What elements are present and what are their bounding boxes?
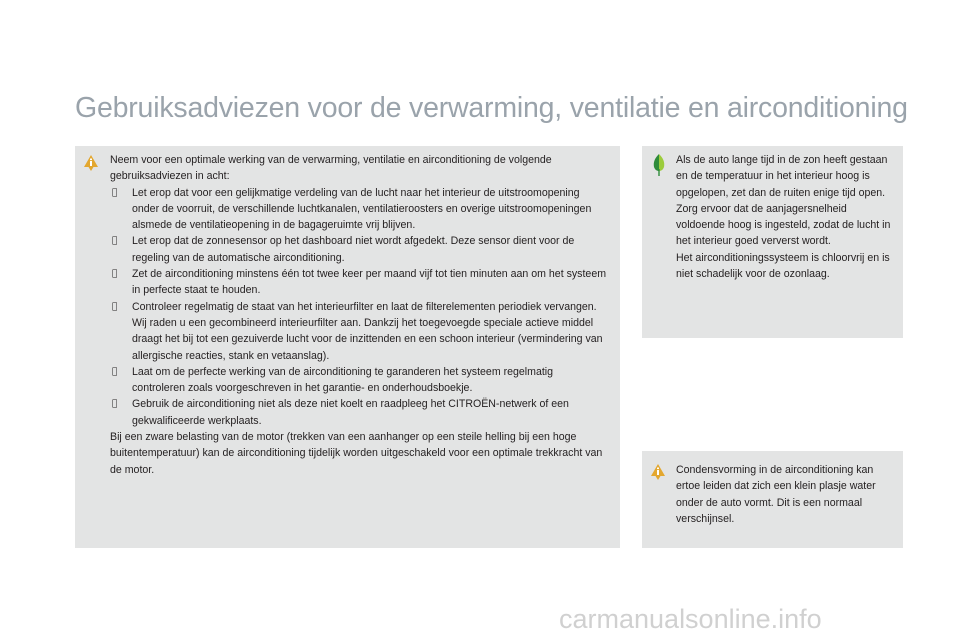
eco-tips-panel [642, 146, 903, 338]
condensation-text: Condensvorming in de airconditioning kan ertoe leiden dat zich een klein plasje water onder de auto vormt. Dit is een normaal verschijnsel. [676, 464, 876, 525]
list-item [110, 396, 608, 429]
list-item-text: Laat om de perfecte werking van de airconditioning te garanderen het systeem regelmatig controleren zoals voorgeschreven in het garantie- en onderhoudsboekje. [132, 365, 554, 395]
list-item-text: Gebruik de airconditioning niet als deze niet koelt en raadpleeg het CITROËN-netwerk of een gekwalificeerde werkplaats. [132, 398, 569, 427]
info-icon [651, 464, 665, 480]
usage-tips-text [110, 152, 608, 478]
list-item-text: Let erop dat voor een gelijkmatige verdeling van de lucht naar het interieur de uitstroomopening onder de voorruit, de verschillende luchtkanalen, ventilatieroosters en overige uitstroomopeningen alsmede de ventilatieopening in de bagageruimte vrij blijven. [132, 186, 592, 232]
page-title: Gebruiksadviezen voor de verwarming, ventilatie en airconditioning [75, 92, 908, 124]
usage-tips-intro: Neem voor een optimale werking van de verwarming, ventilatie en airconditioning de volgende gebruiksadviezen in acht: [110, 154, 552, 183]
eco-tips-text [676, 152, 898, 282]
list-item [110, 233, 608, 266]
eco-tip-paragraph: Zorg ervoor dat de aanjagersnelheid voldoende hoog is ingesteld, zodat de lucht in het interieur goed ververst wordt. [676, 202, 891, 248]
list-item-extra-text: Wij raden u een gecombineerd interieurfilter aan. Dankzij het toegevoegde speciale actieve middel draagt het bij tot een gezuiverde lucht voor de inzittenden en een schoon interieur (vermindering van allergische reacties, stank en vetaanslag). [132, 316, 603, 362]
condensation-panel [642, 451, 903, 548]
bullet-marker [112, 396, 122, 412]
eco-tip-paragraph: Als de auto lange tijd in de zon heeft gestaan en de temperatuur in het interieur hoog is opgelopen, zet dan de ruiten enige tijd open. [676, 154, 888, 199]
list-item-text: Zet de airconditioning minstens één tot twee keer per maand vijf tot tien minuten aan om het systeem in perfecte staat te houden. [132, 268, 607, 297]
bullet-marker [112, 233, 122, 249]
list-item [110, 266, 608, 299]
bullet-marker [112, 185, 122, 201]
info-icon [84, 155, 98, 171]
eco-leaf-icon [651, 154, 667, 176]
list-item [110, 299, 608, 364]
list-item-text: Let erop dat de zonnesensor op het dashboard niet wordt afgedekt. Deze sensor dient voor de regeling van de automatische airconditioning. [132, 235, 575, 264]
usage-tips-list [110, 185, 608, 429]
list-item-text: Controleer regelmatig de staat van het interieurfilter en laat de filterelementen periodiek vervangen. [132, 300, 597, 313]
bullet-marker [112, 299, 122, 315]
usage-tips-outro: Bij een zware belasting van de motor (trekken van een aanhanger op een steile helling bij een hoge buitentemperatuur) kan de airconditioning tijdelijk worden uitgeschakeld voor een optimale trekkracht van de motor. [110, 431, 603, 476]
watermark: carmanualsonline.info [559, 604, 822, 634]
bullet-marker [112, 364, 122, 380]
list-item [110, 364, 608, 397]
list-item [110, 185, 608, 234]
usage-tips-panel [75, 146, 620, 548]
bullet-marker [112, 266, 122, 282]
eco-tip-paragraph: Het airconditioningssysteem is chloorvrij en is niet schadelijk voor de ozonlaag. [676, 251, 890, 281]
